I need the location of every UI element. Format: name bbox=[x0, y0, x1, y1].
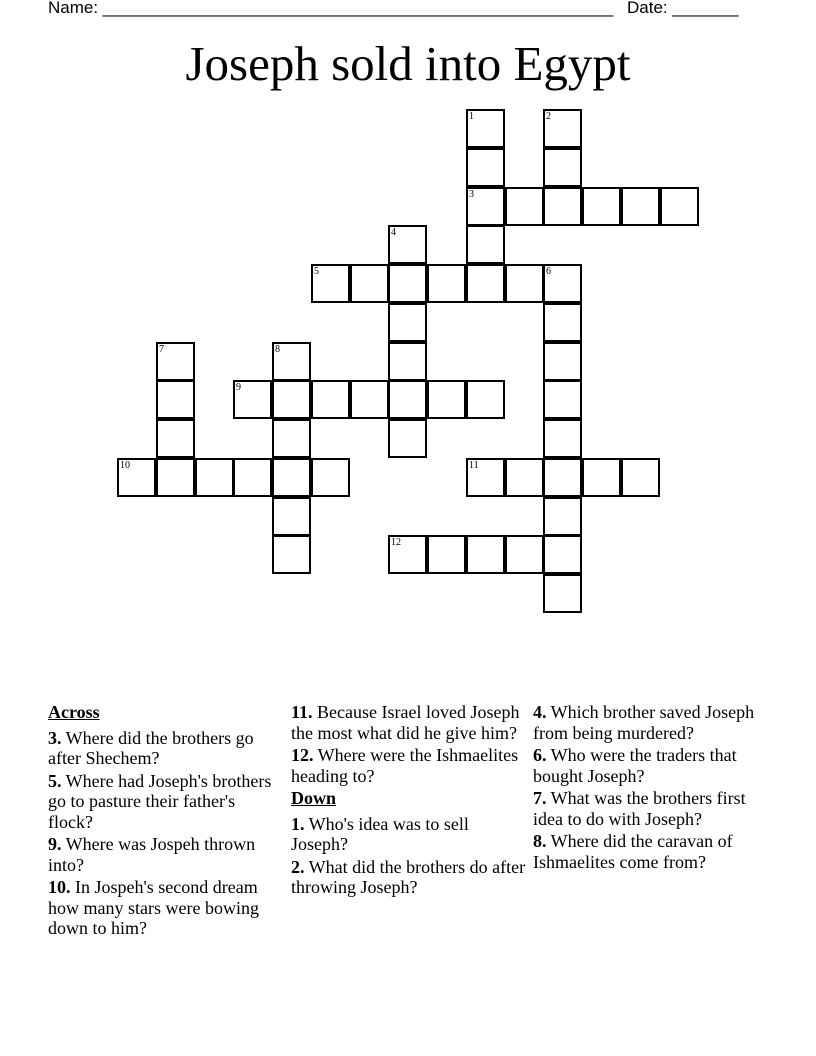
grid-cell[interactable] bbox=[233, 380, 272, 419]
grid-cell[interactable] bbox=[543, 109, 582, 148]
grid-cell[interactable] bbox=[388, 535, 427, 574]
grid-cell[interactable] bbox=[272, 380, 311, 419]
clue-text: Where did the brothers go after Shechem? bbox=[48, 727, 254, 768]
grid-cell[interactable] bbox=[272, 535, 311, 574]
grid-cell[interactable] bbox=[466, 535, 505, 574]
clue-item bbox=[291, 702, 527, 743]
grid-cell[interactable] bbox=[388, 303, 427, 342]
across-heading: Across bbox=[48, 702, 100, 722]
grid-cell[interactable] bbox=[233, 458, 272, 497]
clue-number: 11. bbox=[291, 702, 313, 722]
cell-number: 7 bbox=[159, 344, 164, 355]
clue-item bbox=[533, 702, 769, 743]
clue-text: Where had Joseph's brothers go to pasture their father's flock? bbox=[48, 770, 272, 832]
clue-number: 5. bbox=[48, 770, 62, 791]
grid-cell[interactable] bbox=[350, 264, 389, 303]
grid-cell[interactable] bbox=[388, 419, 427, 458]
grid-cell[interactable] bbox=[621, 187, 660, 226]
grid-cell[interactable] bbox=[272, 458, 311, 497]
grid-cell[interactable] bbox=[543, 458, 582, 497]
clue-text: In Jospeh's second dream how many stars were bowing down to him? bbox=[48, 877, 259, 938]
grid-cell[interactable] bbox=[311, 458, 350, 497]
grid-cell[interactable] bbox=[388, 342, 427, 381]
clue-number: 7. bbox=[533, 788, 547, 808]
clue-text: Where did the caravan of Ishmaelites come from? bbox=[533, 831, 733, 872]
cell-number: 6 bbox=[546, 266, 551, 277]
clue-number: 10. bbox=[48, 877, 71, 897]
name-field-label: Name: ______________________________________________________ bbox=[48, 0, 614, 17]
clue-number: 6. bbox=[533, 745, 547, 765]
clue-number: 1. bbox=[291, 813, 305, 834]
grid-cell[interactable] bbox=[466, 264, 505, 303]
clue-item bbox=[48, 834, 284, 875]
clue-text: What did the brothers do after throwing Joseph? bbox=[291, 856, 526, 897]
grid-cell[interactable] bbox=[543, 342, 582, 381]
clue-column-3 bbox=[533, 702, 769, 874]
grid-cell[interactable] bbox=[388, 225, 427, 264]
clue-number: 8. bbox=[533, 831, 547, 851]
clue-column-2 bbox=[291, 702, 527, 900]
cell-number: 1 bbox=[469, 111, 474, 122]
grid-cell[interactable] bbox=[543, 497, 582, 536]
grid-cell[interactable] bbox=[543, 303, 582, 342]
cell-number: 4 bbox=[391, 227, 396, 238]
grid-cell[interactable] bbox=[505, 187, 544, 226]
cell-number: 5 bbox=[314, 266, 319, 277]
grid-cell[interactable] bbox=[427, 264, 466, 303]
grid-cell[interactable] bbox=[311, 380, 350, 419]
grid-cell[interactable] bbox=[543, 148, 582, 187]
grid-cell[interactable] bbox=[117, 458, 156, 497]
clue-number: 12. bbox=[291, 745, 314, 765]
clue-item bbox=[48, 728, 284, 769]
clue-number: 3. bbox=[48, 727, 62, 748]
grid-cell[interactable] bbox=[582, 458, 621, 497]
clue-item bbox=[533, 831, 769, 872]
grid-cell[interactable] bbox=[156, 419, 195, 458]
grid-cell[interactable] bbox=[505, 535, 544, 574]
grid-cell[interactable] bbox=[311, 264, 350, 303]
clue-item bbox=[291, 857, 527, 898]
grid-cell[interactable] bbox=[466, 380, 505, 419]
grid-cell[interactable] bbox=[272, 497, 311, 536]
cell-number: 11 bbox=[469, 460, 479, 471]
cell-number: 12 bbox=[391, 537, 401, 548]
cell-number: 8 bbox=[275, 344, 280, 355]
clue-item bbox=[533, 788, 769, 829]
grid-cell[interactable] bbox=[466, 225, 505, 264]
grid-cell[interactable] bbox=[466, 109, 505, 148]
grid-cell[interactable] bbox=[427, 535, 466, 574]
grid-cell[interactable] bbox=[543, 535, 582, 574]
grid-cell[interactable] bbox=[543, 187, 582, 226]
grid-cell[interactable] bbox=[505, 264, 544, 303]
grid-cell[interactable] bbox=[543, 574, 582, 613]
cell-number: 2 bbox=[546, 111, 551, 122]
grid-cell[interactable] bbox=[543, 264, 582, 303]
clue-text: Who were the traders that bought Joseph? bbox=[533, 745, 737, 786]
cell-number: 9 bbox=[236, 382, 241, 393]
grid-cell[interactable] bbox=[660, 187, 699, 226]
clue-text: Because Israel loved Joseph the most what did he give him? bbox=[291, 702, 520, 743]
grid-cell[interactable] bbox=[543, 419, 582, 458]
clue-item bbox=[48, 771, 284, 833]
clue-number: 4. bbox=[533, 702, 547, 722]
clue-text: Who's idea was to sell Joseph? bbox=[291, 813, 469, 854]
grid-cell[interactable] bbox=[156, 380, 195, 419]
cell-number: 3 bbox=[469, 189, 474, 200]
grid-cell[interactable] bbox=[505, 458, 544, 497]
clue-item bbox=[48, 877, 284, 939]
clue-text: What was the brothers first idea to do with Joseph? bbox=[533, 788, 746, 829]
grid-cell[interactable] bbox=[427, 380, 466, 419]
clue-item bbox=[291, 814, 527, 855]
grid-cell[interactable] bbox=[156, 342, 195, 381]
grid-cell[interactable] bbox=[582, 187, 621, 226]
grid-cell[interactable] bbox=[543, 380, 582, 419]
down-heading: Down bbox=[291, 788, 337, 808]
cell-number: 10 bbox=[120, 460, 130, 471]
clue-text: Where was Jospeh thrown into? bbox=[48, 834, 256, 875]
clue-number: 2. bbox=[291, 856, 305, 877]
grid-cell[interactable] bbox=[466, 187, 505, 226]
grid-cell[interactable] bbox=[621, 458, 660, 497]
grid-cell[interactable] bbox=[156, 458, 195, 497]
clue-item bbox=[533, 745, 769, 786]
grid-cell[interactable] bbox=[195, 458, 234, 497]
clue-text: Which brother saved Joseph from being murdered? bbox=[533, 702, 755, 743]
grid-cell[interactable] bbox=[388, 380, 427, 419]
clue-column-1 bbox=[48, 702, 284, 941]
grid-cell[interactable] bbox=[388, 264, 427, 303]
puzzle-title: Joseph sold into Egypt bbox=[185, 36, 631, 91]
clue-text: Where were the Ishmaelites heading to? bbox=[291, 745, 519, 786]
grid-cell[interactable] bbox=[466, 458, 505, 497]
grid-cell[interactable] bbox=[466, 148, 505, 187]
grid-cell[interactable] bbox=[272, 342, 311, 381]
clue-item bbox=[291, 745, 527, 786]
date-field-label: Date: _______ bbox=[627, 0, 739, 17]
grid-cell[interactable] bbox=[350, 380, 389, 419]
clue-number: 9. bbox=[48, 834, 62, 854]
grid-cell[interactable] bbox=[272, 419, 311, 458]
